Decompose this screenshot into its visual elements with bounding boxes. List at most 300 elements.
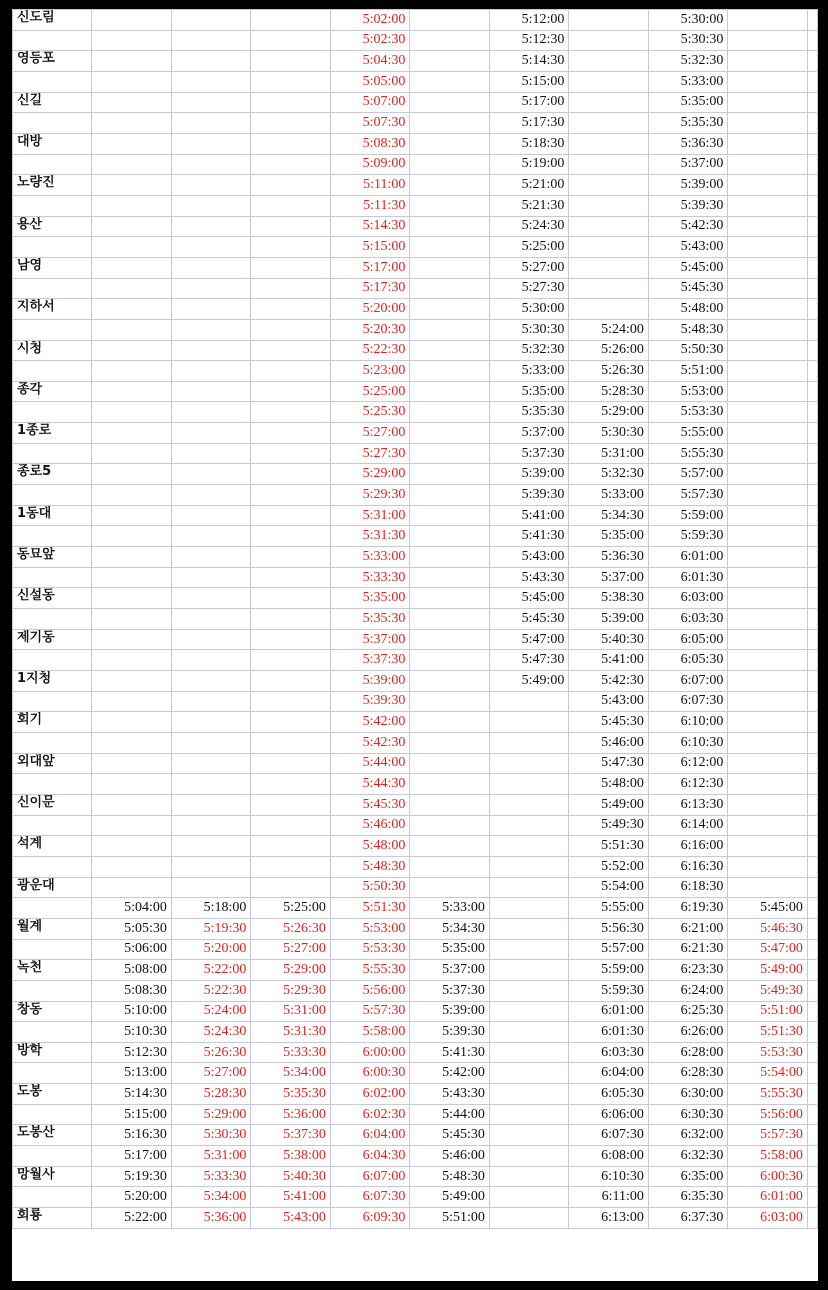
time-cell[interactable]: 5:43:00 <box>569 691 649 712</box>
time-cell[interactable] <box>728 671 808 692</box>
time-cell[interactable] <box>569 299 649 320</box>
station-name-cell[interactable] <box>13 732 92 753</box>
time-cell[interactable]: 6:12:00 <box>648 753 728 774</box>
time-cell[interactable] <box>489 960 569 981</box>
time-cell[interactable] <box>569 216 649 237</box>
grid-edge-cell[interactable] <box>807 732 817 753</box>
time-cell[interactable] <box>251 237 331 258</box>
time-cell[interactable] <box>489 712 569 733</box>
time-cell[interactable]: 6:10:30 <box>648 732 728 753</box>
time-cell[interactable] <box>92 836 172 857</box>
time-cell[interactable] <box>251 257 331 278</box>
time-cell[interactable]: 5:39:00 <box>648 175 728 196</box>
time-cell[interactable]: 6:05:30 <box>648 650 728 671</box>
station-name-cell[interactable] <box>13 485 92 506</box>
time-cell[interactable] <box>569 175 649 196</box>
time-cell[interactable] <box>251 195 331 216</box>
time-cell[interactable] <box>92 319 172 340</box>
grid-edge-cell[interactable] <box>807 381 817 402</box>
time-cell[interactable] <box>92 505 172 526</box>
grid-edge-cell[interactable] <box>807 960 817 981</box>
time-cell[interactable] <box>728 485 808 506</box>
time-cell[interactable]: 5:50:30 <box>648 340 728 361</box>
time-cell[interactable] <box>410 278 490 299</box>
time-cell[interactable] <box>728 175 808 196</box>
time-cell[interactable] <box>171 154 251 175</box>
time-cell[interactable]: 5:22:00 <box>92 1208 172 1229</box>
time-cell[interactable]: 5:02:00 <box>330 10 410 31</box>
grid-edge-cell[interactable] <box>807 319 817 340</box>
time-cell[interactable]: 5:22:30 <box>171 980 251 1001</box>
time-cell[interactable]: 6:26:00 <box>648 1022 728 1043</box>
time-cell[interactable]: 5:39:00 <box>489 464 569 485</box>
time-cell[interactable]: 5:23:00 <box>330 361 410 382</box>
time-cell[interactable]: 5:48:00 <box>569 774 649 795</box>
time-cell[interactable] <box>410 257 490 278</box>
grid-edge-cell[interactable] <box>807 1146 817 1167</box>
time-cell[interactable]: 5:57:00 <box>648 464 728 485</box>
time-cell[interactable] <box>410 485 490 506</box>
time-cell[interactable] <box>171 485 251 506</box>
time-cell[interactable] <box>728 92 808 113</box>
time-cell[interactable]: 5:28:30 <box>171 1084 251 1105</box>
time-cell[interactable]: 6:25:30 <box>648 1001 728 1022</box>
time-cell[interactable]: 6:07:30 <box>648 691 728 712</box>
time-cell[interactable] <box>728 154 808 175</box>
time-cell[interactable]: 5:11:30 <box>330 195 410 216</box>
time-cell[interactable] <box>92 443 172 464</box>
grid-edge-cell[interactable] <box>807 133 817 154</box>
time-cell[interactable] <box>728 732 808 753</box>
time-cell[interactable] <box>489 980 569 1001</box>
time-cell[interactable]: 5:35:00 <box>489 381 569 402</box>
time-cell[interactable] <box>728 51 808 72</box>
time-cell[interactable]: 5:33:00 <box>489 361 569 382</box>
time-cell[interactable] <box>251 712 331 733</box>
time-cell[interactable] <box>489 856 569 877</box>
time-cell[interactable]: 5:49:00 <box>728 960 808 981</box>
time-cell[interactable]: 5:09:00 <box>330 154 410 175</box>
time-cell[interactable]: 5:30:30 <box>648 30 728 51</box>
time-cell[interactable] <box>171 753 251 774</box>
time-cell[interactable]: 6:01:00 <box>569 1001 649 1022</box>
time-cell[interactable]: 6:04:00 <box>569 1063 649 1084</box>
grid-edge-cell[interactable] <box>807 629 817 650</box>
time-cell[interactable] <box>489 691 569 712</box>
time-cell[interactable] <box>410 30 490 51</box>
time-cell[interactable]: 5:41:00 <box>489 505 569 526</box>
time-cell[interactable]: 5:29:00 <box>569 402 649 423</box>
time-cell[interactable]: 5:59:30 <box>648 526 728 547</box>
time-cell[interactable]: 5:51:00 <box>648 361 728 382</box>
time-cell[interactable]: 6:10:30 <box>569 1166 649 1187</box>
time-cell[interactable]: 5:33:00 <box>410 898 490 919</box>
time-cell[interactable] <box>410 10 490 31</box>
time-cell[interactable]: 6:02:00 <box>330 1084 410 1105</box>
time-cell[interactable]: 6:16:00 <box>648 836 728 857</box>
time-cell[interactable] <box>728 753 808 774</box>
grid-edge-cell[interactable] <box>807 278 817 299</box>
station-name-cell[interactable]: 남영 <box>13 257 92 278</box>
time-cell[interactable]: 5:31:30 <box>251 1022 331 1043</box>
time-cell[interactable]: 5:15:00 <box>330 237 410 258</box>
time-cell[interactable] <box>92 216 172 237</box>
time-cell[interactable]: 5:39:30 <box>648 195 728 216</box>
station-name-cell[interactable] <box>13 815 92 836</box>
time-cell[interactable] <box>171 381 251 402</box>
time-cell[interactable]: 5:37:30 <box>489 443 569 464</box>
time-cell[interactable] <box>728 505 808 526</box>
time-cell[interactable] <box>251 567 331 588</box>
time-cell[interactable] <box>489 774 569 795</box>
time-cell[interactable]: 5:53:00 <box>648 381 728 402</box>
grid-edge-cell[interactable] <box>807 1042 817 1063</box>
time-cell[interactable] <box>171 71 251 92</box>
time-cell[interactable]: 5:29:00 <box>171 1104 251 1125</box>
time-cell[interactable]: 5:40:30 <box>251 1166 331 1187</box>
time-cell[interactable] <box>92 71 172 92</box>
time-cell[interactable] <box>171 175 251 196</box>
time-cell[interactable]: 5:51:30 <box>569 836 649 857</box>
station-name-cell[interactable]: 1동대 <box>13 505 92 526</box>
time-cell[interactable] <box>251 526 331 547</box>
time-cell[interactable] <box>410 464 490 485</box>
time-cell[interactable] <box>92 609 172 630</box>
station-name-cell[interactable] <box>13 443 92 464</box>
time-cell[interactable]: 5:29:00 <box>330 464 410 485</box>
station-name-cell[interactable]: 종각 <box>13 381 92 402</box>
grid-edge-cell[interactable] <box>807 361 817 382</box>
time-cell[interactable] <box>171 10 251 31</box>
time-cell[interactable] <box>251 133 331 154</box>
time-cell[interactable] <box>251 505 331 526</box>
time-cell[interactable]: 5:27:00 <box>171 1063 251 1084</box>
time-cell[interactable] <box>410 133 490 154</box>
grid-edge-cell[interactable] <box>807 505 817 526</box>
time-cell[interactable]: 5:42:00 <box>410 1063 490 1084</box>
time-cell[interactable]: 5:08:30 <box>330 133 410 154</box>
time-cell[interactable]: 5:54:00 <box>728 1063 808 1084</box>
time-cell[interactable]: 6:37:30 <box>648 1208 728 1229</box>
time-cell[interactable]: 5:55:30 <box>330 960 410 981</box>
time-cell[interactable] <box>569 113 649 134</box>
time-cell[interactable] <box>489 836 569 857</box>
time-cell[interactable] <box>171 278 251 299</box>
time-cell[interactable] <box>569 154 649 175</box>
time-cell[interactable] <box>410 794 490 815</box>
time-cell[interactable] <box>728 650 808 671</box>
time-cell[interactable]: 5:36:30 <box>648 133 728 154</box>
time-cell[interactable]: 5:22:00 <box>171 960 251 981</box>
time-cell[interactable] <box>410 815 490 836</box>
time-cell[interactable]: 5:41:00 <box>569 650 649 671</box>
time-cell[interactable] <box>728 443 808 464</box>
time-cell[interactable]: 5:16:30 <box>92 1125 172 1146</box>
time-cell[interactable] <box>171 588 251 609</box>
time-cell[interactable]: 6:01:00 <box>728 1187 808 1208</box>
time-cell[interactable]: 6:06:00 <box>569 1104 649 1125</box>
time-cell[interactable] <box>410 732 490 753</box>
time-cell[interactable]: 5:07:30 <box>330 113 410 134</box>
time-cell[interactable]: 5:56:30 <box>569 918 649 939</box>
time-cell[interactable]: 5:26:30 <box>251 918 331 939</box>
time-cell[interactable] <box>728 609 808 630</box>
time-cell[interactable]: 6:10:00 <box>648 712 728 733</box>
time-cell[interactable]: 5:59:00 <box>648 505 728 526</box>
time-cell[interactable] <box>171 464 251 485</box>
time-cell[interactable] <box>251 71 331 92</box>
grid-edge-cell[interactable] <box>807 691 817 712</box>
time-cell[interactable]: 5:25:00 <box>251 898 331 919</box>
time-cell[interactable] <box>489 939 569 960</box>
time-cell[interactable]: 5:53:30 <box>330 939 410 960</box>
time-cell[interactable] <box>489 1084 569 1105</box>
time-cell[interactable]: 5:38:30 <box>569 588 649 609</box>
grid-edge-cell[interactable] <box>807 671 817 692</box>
time-cell[interactable] <box>92 877 172 898</box>
time-cell[interactable]: 5:31:30 <box>330 526 410 547</box>
time-cell[interactable]: 5:39:30 <box>410 1022 490 1043</box>
time-cell[interactable]: 5:39:00 <box>330 671 410 692</box>
grid-edge-cell[interactable] <box>807 774 817 795</box>
time-cell[interactable]: 5:39:00 <box>569 609 649 630</box>
time-cell[interactable] <box>92 567 172 588</box>
time-cell[interactable] <box>171 815 251 836</box>
time-cell[interactable]: 5:58:00 <box>728 1146 808 1167</box>
time-cell[interactable] <box>569 257 649 278</box>
time-cell[interactable]: 5:35:30 <box>489 402 569 423</box>
time-cell[interactable]: 5:47:00 <box>728 939 808 960</box>
time-cell[interactable]: 5:33:00 <box>330 547 410 568</box>
time-cell[interactable] <box>728 381 808 402</box>
time-cell[interactable] <box>489 1166 569 1187</box>
grid-edge-cell[interactable] <box>807 939 817 960</box>
station-name-cell[interactable]: 외대앞 <box>13 753 92 774</box>
time-cell[interactable] <box>410 113 490 134</box>
time-cell[interactable] <box>410 319 490 340</box>
time-cell[interactable] <box>92 485 172 506</box>
grid-edge-cell[interactable] <box>807 92 817 113</box>
time-cell[interactable]: 6:03:00 <box>728 1208 808 1229</box>
time-cell[interactable] <box>410 836 490 857</box>
time-cell[interactable]: 6:30:30 <box>648 1104 728 1125</box>
time-cell[interactable] <box>728 278 808 299</box>
time-cell[interactable] <box>410 877 490 898</box>
time-cell[interactable] <box>489 1104 569 1125</box>
time-cell[interactable]: 6:09:30 <box>330 1208 410 1229</box>
time-cell[interactable] <box>171 774 251 795</box>
time-cell[interactable] <box>410 774 490 795</box>
time-cell[interactable] <box>410 609 490 630</box>
time-cell[interactable]: 5:35:30 <box>330 609 410 630</box>
grid-edge-cell[interactable] <box>807 443 817 464</box>
grid-edge-cell[interactable] <box>807 898 817 919</box>
time-cell[interactable] <box>489 1146 569 1167</box>
station-name-cell[interactable] <box>13 856 92 877</box>
time-cell[interactable] <box>171 299 251 320</box>
time-cell[interactable]: 5:26:30 <box>569 361 649 382</box>
grid-edge-cell[interactable] <box>807 10 817 31</box>
time-cell[interactable]: 5:45:00 <box>489 588 569 609</box>
station-name-cell[interactable] <box>13 1187 92 1208</box>
time-cell[interactable]: 5:04:30 <box>330 51 410 72</box>
time-cell[interactable]: 5:20:00 <box>330 299 410 320</box>
time-cell[interactable] <box>171 133 251 154</box>
time-cell[interactable]: 5:57:30 <box>728 1125 808 1146</box>
time-cell[interactable]: 6:30:00 <box>648 1084 728 1105</box>
time-cell[interactable]: 5:45:30 <box>410 1125 490 1146</box>
time-cell[interactable]: 5:17:30 <box>330 278 410 299</box>
time-cell[interactable] <box>410 423 490 444</box>
station-name-cell[interactable] <box>13 567 92 588</box>
grid-edge-cell[interactable] <box>807 402 817 423</box>
station-name-cell[interactable] <box>13 71 92 92</box>
station-name-cell[interactable] <box>13 1063 92 1084</box>
time-cell[interactable] <box>728 402 808 423</box>
time-cell[interactable]: 5:59:30 <box>569 980 649 1001</box>
time-cell[interactable]: 6:02:30 <box>330 1104 410 1125</box>
time-cell[interactable] <box>251 113 331 134</box>
time-cell[interactable]: 6:12:30 <box>648 774 728 795</box>
time-cell[interactable]: 5:08:30 <box>92 980 172 1001</box>
time-cell[interactable] <box>251 485 331 506</box>
time-cell[interactable] <box>251 836 331 857</box>
time-cell[interactable] <box>569 133 649 154</box>
time-cell[interactable] <box>171 629 251 650</box>
station-name-cell[interactable]: 지하서 <box>13 299 92 320</box>
time-cell[interactable]: 5:58:00 <box>330 1022 410 1043</box>
time-cell[interactable]: 5:42:30 <box>330 732 410 753</box>
time-cell[interactable]: 5:32:30 <box>569 464 649 485</box>
time-cell[interactable] <box>251 443 331 464</box>
time-cell[interactable]: 5:17:00 <box>92 1146 172 1167</box>
time-cell[interactable]: 5:49:00 <box>569 794 649 815</box>
time-cell[interactable] <box>410 547 490 568</box>
grid-edge-cell[interactable] <box>807 485 817 506</box>
time-cell[interactable] <box>92 175 172 196</box>
station-name-cell[interactable]: 회룡 <box>13 1208 92 1229</box>
time-cell[interactable] <box>92 794 172 815</box>
time-cell[interactable] <box>728 588 808 609</box>
time-cell[interactable]: 5:17:00 <box>489 92 569 113</box>
time-cell[interactable] <box>489 1022 569 1043</box>
time-cell[interactable]: 5:20:00 <box>92 1187 172 1208</box>
time-cell[interactable] <box>569 92 649 113</box>
time-cell[interactable]: 5:31:00 <box>171 1146 251 1167</box>
time-cell[interactable]: 5:27:00 <box>251 939 331 960</box>
station-name-cell[interactable]: 노량진 <box>13 175 92 196</box>
time-cell[interactable] <box>171 423 251 444</box>
time-cell[interactable]: 5:26:30 <box>171 1042 251 1063</box>
time-cell[interactable]: 6:07:00 <box>330 1166 410 1187</box>
time-cell[interactable]: 5:57:30 <box>648 485 728 506</box>
time-cell[interactable] <box>728 712 808 733</box>
time-cell[interactable]: 5:41:30 <box>489 526 569 547</box>
time-cell[interactable] <box>569 71 649 92</box>
time-cell[interactable]: 5:44:00 <box>410 1104 490 1125</box>
time-cell[interactable] <box>92 650 172 671</box>
time-cell[interactable]: 5:45:30 <box>569 712 649 733</box>
station-name-cell[interactable] <box>13 237 92 258</box>
time-cell[interactable] <box>728 526 808 547</box>
time-cell[interactable] <box>728 547 808 568</box>
time-cell[interactable] <box>251 650 331 671</box>
station-name-cell[interactable] <box>13 898 92 919</box>
time-cell[interactable] <box>92 547 172 568</box>
time-cell[interactable]: 5:22:30 <box>330 340 410 361</box>
station-name-cell[interactable]: 창동 <box>13 1001 92 1022</box>
time-cell[interactable] <box>171 609 251 630</box>
time-cell[interactable] <box>171 856 251 877</box>
time-cell[interactable]: 5:14:30 <box>489 51 569 72</box>
time-cell[interactable]: 5:25:30 <box>330 402 410 423</box>
time-cell[interactable] <box>92 237 172 258</box>
time-cell[interactable]: 5:27:00 <box>489 257 569 278</box>
time-cell[interactable]: 6:03:30 <box>569 1042 649 1063</box>
time-cell[interactable] <box>728 216 808 237</box>
time-cell[interactable] <box>171 443 251 464</box>
time-cell[interactable] <box>569 237 649 258</box>
station-name-cell[interactable]: 석계 <box>13 836 92 857</box>
time-cell[interactable]: 5:18:30 <box>489 133 569 154</box>
time-cell[interactable] <box>251 216 331 237</box>
time-cell[interactable] <box>410 154 490 175</box>
time-cell[interactable]: 5:45:30 <box>489 609 569 630</box>
time-cell[interactable] <box>251 319 331 340</box>
time-cell[interactable] <box>171 712 251 733</box>
time-cell[interactable] <box>171 51 251 72</box>
time-cell[interactable] <box>171 567 251 588</box>
time-cell[interactable] <box>251 381 331 402</box>
time-cell[interactable]: 5:51:30 <box>330 898 410 919</box>
time-cell[interactable]: 6:01:30 <box>648 567 728 588</box>
time-cell[interactable] <box>410 526 490 547</box>
time-cell[interactable] <box>728 113 808 134</box>
time-cell[interactable] <box>251 732 331 753</box>
time-cell[interactable] <box>251 753 331 774</box>
time-cell[interactable]: 5:19:30 <box>171 918 251 939</box>
time-cell[interactable] <box>251 423 331 444</box>
time-cell[interactable] <box>410 92 490 113</box>
time-cell[interactable] <box>171 113 251 134</box>
time-cell[interactable]: 5:37:30 <box>410 980 490 1001</box>
station-name-cell[interactable] <box>13 402 92 423</box>
grid-edge-cell[interactable] <box>807 918 817 939</box>
time-cell[interactable]: 5:56:00 <box>330 980 410 1001</box>
time-cell[interactable] <box>92 340 172 361</box>
grid-edge-cell[interactable] <box>807 113 817 134</box>
time-cell[interactable]: 5:45:00 <box>728 898 808 919</box>
time-cell[interactable]: 6:11:00 <box>569 1187 649 1208</box>
time-cell[interactable]: 5:32:30 <box>489 340 569 361</box>
time-cell[interactable]: 5:15:00 <box>92 1104 172 1125</box>
time-cell[interactable] <box>489 918 569 939</box>
station-name-cell[interactable]: 종로5 <box>13 464 92 485</box>
grid-edge-cell[interactable] <box>807 464 817 485</box>
time-cell[interactable]: 6:08:00 <box>569 1146 649 1167</box>
time-cell[interactable]: 5:35:00 <box>569 526 649 547</box>
time-cell[interactable]: 6:03:00 <box>648 588 728 609</box>
time-cell[interactable]: 5:12:30 <box>489 30 569 51</box>
time-cell[interactable] <box>92 526 172 547</box>
time-cell[interactable]: 5:29:00 <box>251 960 331 981</box>
station-name-cell[interactable]: 방학 <box>13 1042 92 1063</box>
time-cell[interactable] <box>92 195 172 216</box>
time-cell[interactable] <box>92 712 172 733</box>
time-cell[interactable]: 5:19:00 <box>489 154 569 175</box>
time-cell[interactable] <box>171 877 251 898</box>
time-cell[interactable]: 5:42:30 <box>569 671 649 692</box>
